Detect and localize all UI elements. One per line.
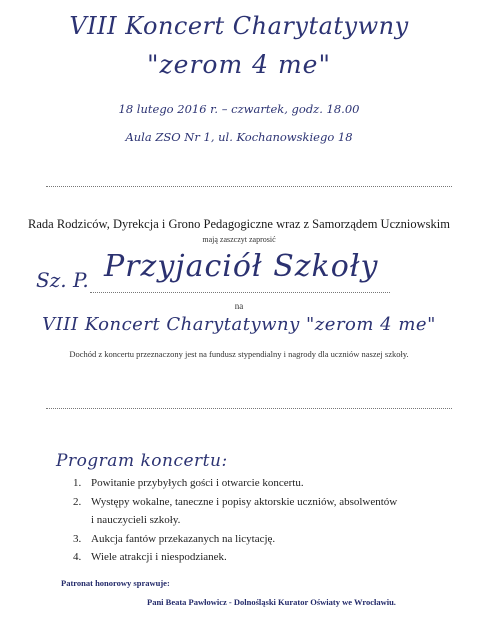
recipient-handwritten: Przyjaciół Szkoły	[104, 249, 379, 284]
program-item	[73, 548, 453, 567]
dotted-separator-bottom	[46, 408, 452, 409]
program-item	[73, 530, 453, 549]
honor-text: mają zaszczyt zaprosić	[202, 235, 276, 244]
program-item-text: Wiele atrakcji i niespodzianek.	[91, 551, 227, 563]
program-title: Program koncertu:	[56, 451, 228, 471]
inviter-text: Rada Rodziców, Dyrekcja i Grono Pedagogiczne wraz z Samorządem Uczniowskim	[28, 217, 450, 231]
program-item-text: Aukcja fantów przekazanych na licytację.	[91, 532, 276, 545]
program-item-text: Występy wokalne, taneczne i popisy aktorskie uczniów, absolwentów	[91, 495, 398, 508]
na-word: na	[234, 301, 244, 311]
concert-name: VIII Koncert Charytatywny "zerom 4 me"	[42, 314, 436, 335]
program-item	[73, 493, 453, 512]
program-item-text: Powitanie przybyłych gości i otwarcie koncertu.	[91, 477, 304, 489]
concert-title: VIII Koncert Charytatywny	[69, 12, 409, 40]
program-item-number: 4.	[73, 551, 82, 563]
program-item-continuation	[73, 511, 453, 530]
program-item-number: 3.	[73, 532, 82, 545]
program-item-text: i nauczycieli szkoły.	[91, 514, 181, 526]
dotted-separator-top	[46, 186, 452, 187]
program-list	[73, 474, 453, 567]
program-item	[73, 474, 453, 493]
patronage-label: Patronat honorowy sprawuje:	[61, 578, 170, 588]
program-item-number: 2.	[73, 495, 82, 508]
income-note: Dochód z koncertu przeznaczony jest na fundusz stypendialny i nagrody dla uczniów naszej szkoły.	[69, 349, 409, 359]
concert-date: 18 lutego 2016 r. – czwartek, godz. 18.00	[118, 102, 360, 116]
recipient-dotted-line	[90, 292, 390, 293]
concert-subtitle: "zerom 4 me"	[147, 50, 331, 79]
patron-name: Pani Beata Pawłowicz - Dolnośląski Kurator Oświaty we Wrocławiu.	[147, 597, 396, 607]
program-item-number: 1.	[73, 477, 82, 489]
salutation: Sz. P.	[36, 268, 89, 292]
concert-venue: Aula ZSO Nr 1, ul. Kochanowskiego 18	[125, 130, 353, 144]
